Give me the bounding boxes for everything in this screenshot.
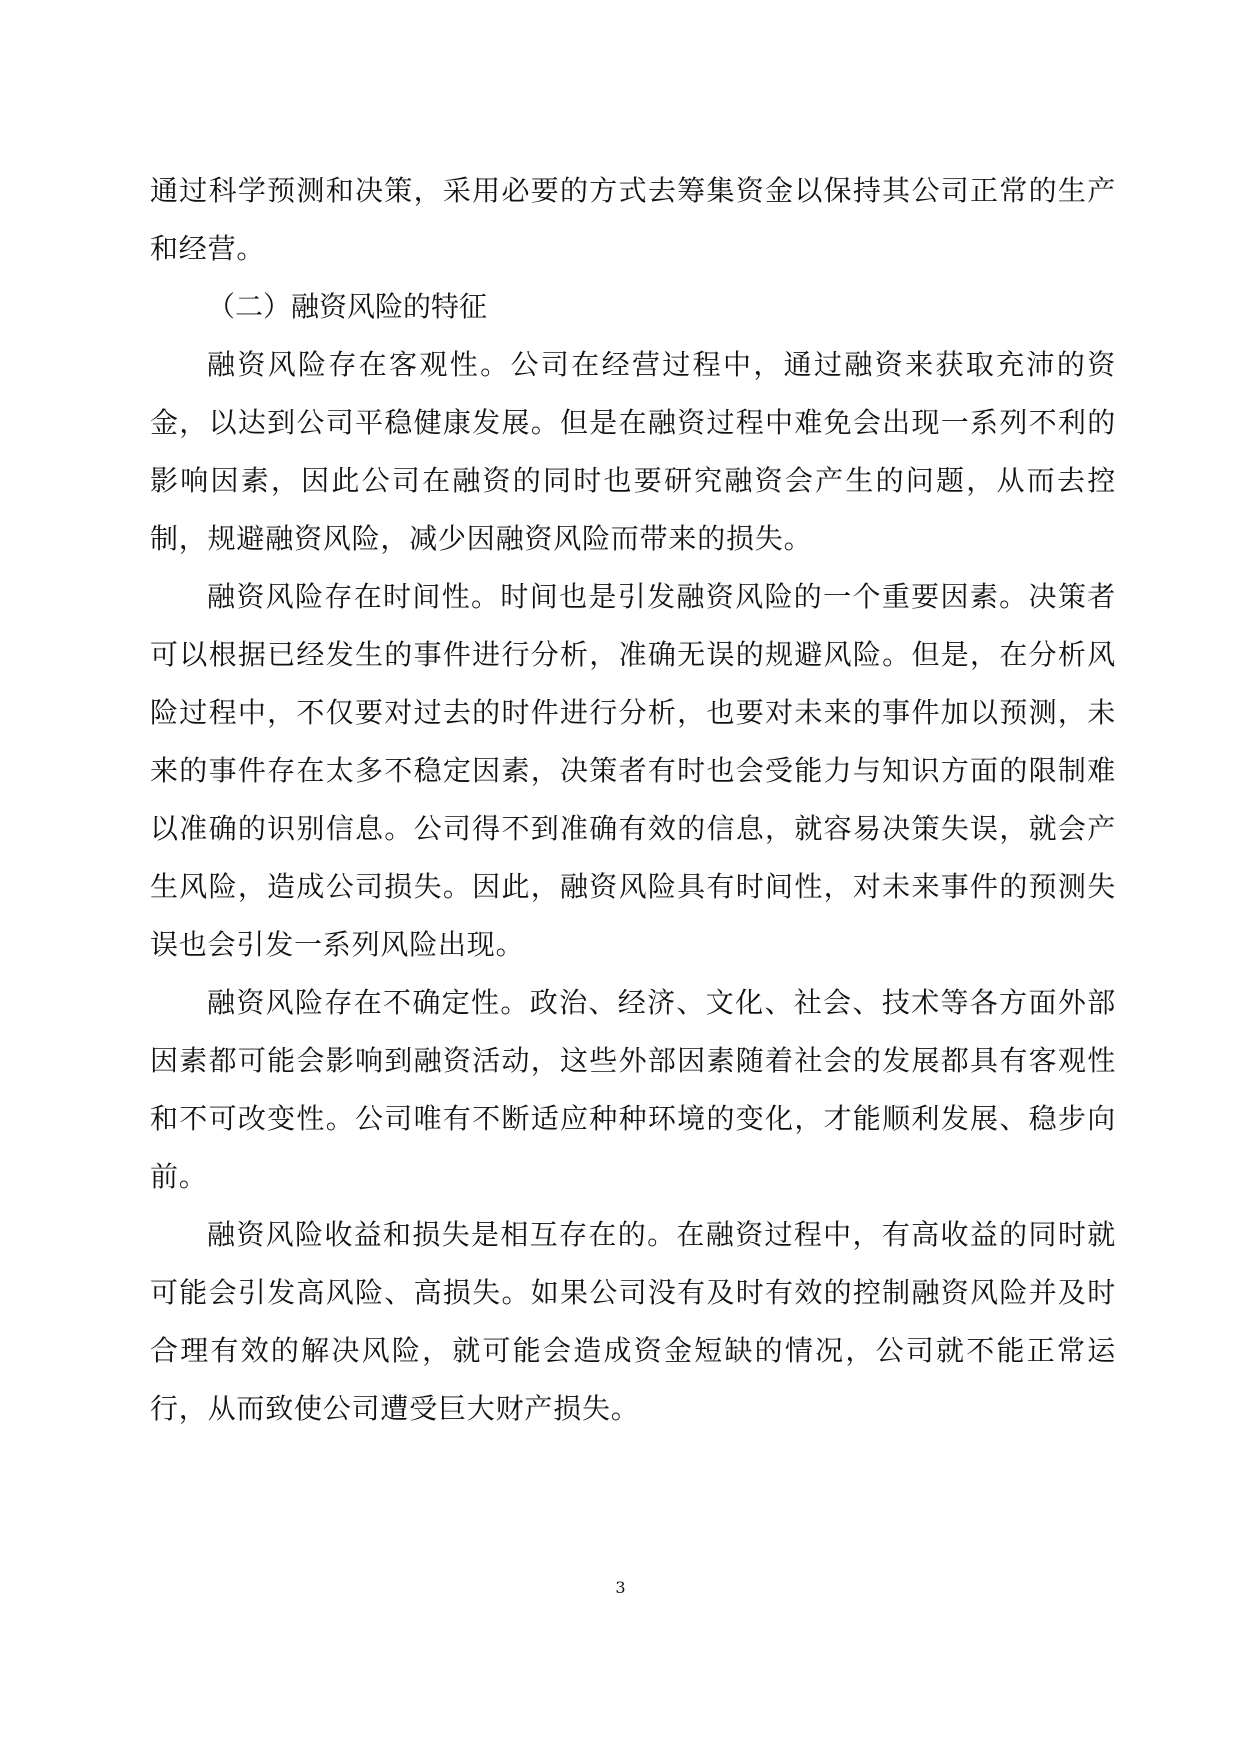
paragraph-continuation: 通过科学预测和决策，采用必要的方式去筹集资金以保持其公司正常的生产和经营。: [150, 174, 1116, 265]
section-heading: （二）融资风险的特征: [207, 290, 488, 323]
page-number: 3: [615, 1578, 626, 1597]
paragraph-objectivity: 融资风险存在客观性。公司在经营过程中，通过融资来获取充沛的资金，以达到公司平稳健康发展。但是在融资过程中难免会出现一系列不利的影响因素，因此公司在融资的同时也要研究融资会产生的问题，从而去控制，规避融资风险，减少因融资风险而带来的损失。: [150, 348, 1116, 555]
document-body: [150, 162, 1116, 1438]
paragraph-return-and-loss: 融资风险收益和损失是相互存在的。在融资过程中，有高收益的同时就可能会引发高风险、高损失。如果公司没有及时有效的控制融资风险并及时合理有效的解决风险，就可能会造成资金短缺的情况，公司就不能正常运行，从而致使公司遭受巨大财产损失。: [150, 1218, 1116, 1425]
paragraph-uncertainty: 融资风险存在不确定性。政治、经济、文化、社会、技术等各方面外部因素都可能会影响到融资活动，这些外部因素随着社会的发展都具有客观性和不可改变性。公司唯有不断适应种种环境的变化，才能顺利发展、稳步向前。: [150, 986, 1116, 1193]
paragraph-timeliness: 融资风险存在时间性。时间也是引发融资风险的一个重要因素。决策者可以根据已经发生的事件进行分析，准确无误的规避风险。但是，在分析风险过程中，不仅要对过去的时件进行分析，也要对未来的事件加以预测，未来的事件存在太多不稳定因素，决策者有时也会受能力与知识方面的限制难以准确的识别信息。公司得不到准确有效的信息，就容易决策失误，就会产生风险，造成公司损失。因此，融资风险具有时间性，对未来事件的预测失误也会引发一系列风险出现。: [150, 580, 1116, 961]
